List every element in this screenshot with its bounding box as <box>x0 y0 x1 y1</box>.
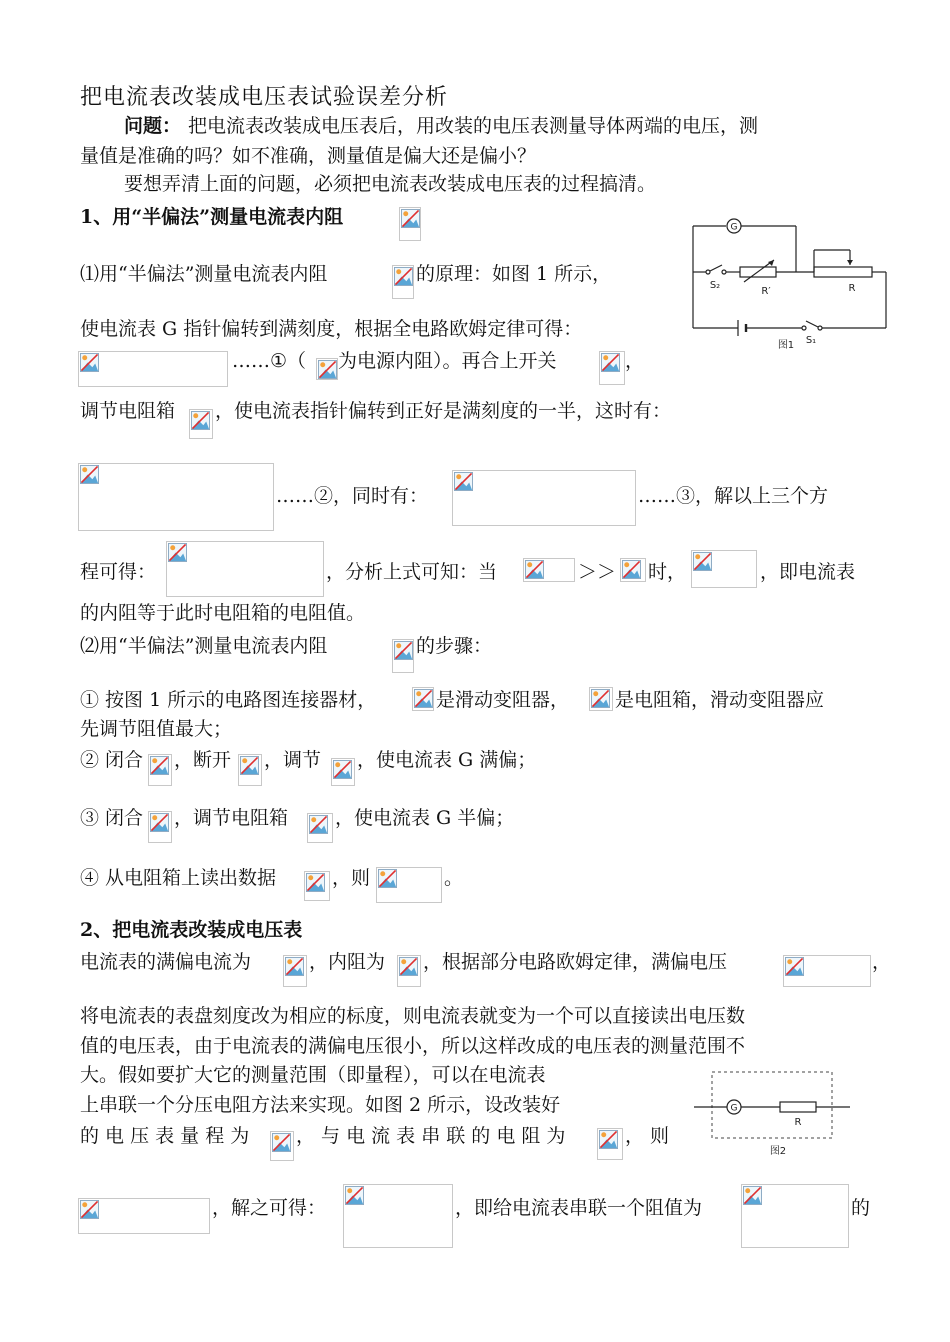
broken-image-icon <box>394 267 413 286</box>
step-3-text-b: ，调节电阻箱 <box>174 807 289 829</box>
formula-image <box>148 811 172 843</box>
formula-image <box>783 955 871 987</box>
figure-2-r-label: R <box>794 1117 802 1128</box>
formula-image <box>148 754 172 786</box>
convert-text-3: 大。假如要扩大它的测量范围（即量程），可以在电流表 <box>80 1064 546 1086</box>
formula-image <box>238 754 262 786</box>
broken-image-icon <box>285 957 304 976</box>
steps-heading-a: ⑵用“半偏法”测量电流表内阻 <box>80 635 328 657</box>
broken-image-icon <box>454 472 473 491</box>
punctuation: ， <box>872 951 892 973</box>
broken-image-icon <box>345 1186 364 1205</box>
section-2-heading: 2、把电流表改装成电压表 <box>80 919 303 941</box>
equation-1-text: ……①（ <box>232 350 307 372</box>
step-4-text-c: 。 <box>444 867 464 889</box>
formula-image <box>189 409 213 439</box>
broken-image-icon <box>318 360 337 379</box>
figure-1-rprime-label: R′ <box>761 286 771 297</box>
principle-text-2: 使电流表 G 指针偏转到满刻度，根据全电路欧姆定律可得： <box>80 318 583 340</box>
figure-1-s1-label: S₁ <box>805 335 817 346</box>
formula-image <box>78 463 274 531</box>
step-3-text-c: ，使电流表 G 半偏； <box>335 807 515 829</box>
steps-heading-b: 的步骤： <box>416 635 493 657</box>
equation-1-note: 为电源内阻）。再合上开关 <box>338 350 557 372</box>
broken-image-icon <box>80 353 99 372</box>
step-3-text-a: ③ 闭合 <box>80 807 144 829</box>
broken-image-icon <box>591 689 610 708</box>
result-text-b: ，即给电流表串联一个阻值为 <box>455 1197 703 1219</box>
formula-image <box>412 687 434 711</box>
figure-2-caption: 图2 <box>769 1146 787 1157</box>
conclusion-text: 的内阻等于此时电阻箱的电阻值。 <box>80 602 366 624</box>
broken-image-icon <box>622 560 641 579</box>
broken-image-icon <box>80 1200 99 1219</box>
principle-text-a: ⑴用“半偏法”测量电流表内阻 <box>80 263 328 285</box>
broken-image-icon <box>525 560 544 579</box>
step-4-text-b: ，则 <box>332 867 371 889</box>
broken-image-icon <box>378 869 397 888</box>
formula-image <box>392 639 414 673</box>
principle-text-b: 的原理：如图 1 所示， <box>416 263 612 285</box>
broken-image-icon <box>401 209 420 228</box>
formula-image <box>376 867 442 903</box>
formula-image <box>589 687 613 711</box>
figure-1-circuit <box>690 210 890 350</box>
question-text-1: 把电流表改装成电压表后，用改装的电压表测量导体两端的电压，测 <box>188 115 759 137</box>
formula-image <box>166 541 324 597</box>
broken-image-icon <box>272 1133 291 1152</box>
result-text-c: 的 <box>851 1197 871 1219</box>
step-1-text-d: 先调节阻值最大； <box>80 718 233 740</box>
step-1-text-b: 是滑动变阻器， <box>436 689 570 711</box>
formula-image <box>397 955 421 987</box>
figure-1-s2-label: S₂ <box>709 280 721 291</box>
broken-image-icon <box>394 641 413 660</box>
solution-text-d: 时， <box>648 561 687 583</box>
range-text-a: 的 电 压 表 量 程 为 <box>80 1125 250 1147</box>
broken-image-icon <box>309 815 328 834</box>
fullscale-text-a: 电流表的满偏电流为 <box>80 951 252 973</box>
broken-image-icon <box>743 1186 762 1205</box>
formula-image <box>620 558 646 582</box>
broken-image-icon <box>150 813 169 832</box>
formula-image <box>597 1128 623 1160</box>
broken-image-icon <box>399 957 418 976</box>
broken-image-icon <box>150 756 169 775</box>
formula-image <box>78 351 228 387</box>
fullscale-text-c: ，根据部分电路欧姆定律，满偏电压 <box>423 951 728 973</box>
punctuation: ， <box>625 350 645 372</box>
broken-image-icon <box>333 760 352 779</box>
fullscale-text-b: ，内阻为 <box>309 951 386 973</box>
broken-image-icon <box>191 411 210 430</box>
equation-2-text: ……②，同时有： <box>276 485 429 507</box>
broken-image-icon <box>240 756 259 775</box>
range-text-c: ， 则 <box>625 1125 670 1147</box>
broken-image-icon <box>601 353 620 372</box>
step-2-text-b: ，断开 <box>174 749 232 771</box>
equation-3-text: ……③，解以上三个方 <box>638 485 829 507</box>
formula-image <box>316 358 338 380</box>
formula-image <box>399 207 421 241</box>
formula-image <box>741 1184 849 1248</box>
step-1-text-c: 是电阻箱，滑动变阻器应 <box>615 689 825 711</box>
broken-image-icon <box>414 689 433 708</box>
step-4-text-a: ④ 从电阻箱上读出数据 <box>80 867 277 889</box>
step-2-text-a: ② 闭合 <box>80 749 144 771</box>
formula-image <box>331 758 355 786</box>
convert-text-4: 上串联一个分压电阻方法来实现。如图 2 所示，设改装好 <box>80 1094 561 1116</box>
question-label: 问题： <box>124 115 182 137</box>
broken-image-icon <box>693 552 712 571</box>
broken-image-icon <box>306 873 325 892</box>
figure-2-circuit <box>692 1066 854 1158</box>
range-text-b: ， 与 电 流 表 串 联 的 电 阻 为 <box>296 1125 566 1147</box>
intro-paragraph: 要想弄清上面的问题，必须把电流表改装成电压表的过程搞清。 <box>124 173 657 195</box>
formula-image <box>523 558 575 582</box>
formula-image <box>691 550 757 588</box>
formula-image <box>452 470 636 526</box>
step-2-text-d: ，使电流表 G 满偏； <box>357 749 537 771</box>
broken-image-icon <box>168 543 187 562</box>
formula-image <box>307 813 333 843</box>
formula-image <box>392 265 414 299</box>
figure-2-g-label: G <box>730 1103 738 1114</box>
adjust-text-a: 调节电阻箱 <box>80 400 176 422</box>
formula-image <box>304 871 330 901</box>
figure-1-g-label: G <box>730 222 738 233</box>
figure-1-caption: 图1 <box>777 340 795 350</box>
figure-1-r-label: R <box>848 283 856 294</box>
step-1-text-a: ① 按图 1 所示的电路图连接器材， <box>80 689 377 711</box>
much-greater-symbol: ＞＞ <box>578 561 617 583</box>
broken-image-icon <box>599 1130 618 1149</box>
convert-text-2: 值的电压表，由于电流表的满偏电压很小，所以这样改成的电压表的测量范围不 <box>80 1035 746 1057</box>
solution-text-b: ，分析上式可知：当 <box>326 561 498 583</box>
page-title: 把电流表改装成电压表试验误差分析 <box>80 85 449 110</box>
solution-text-a: 程可得： <box>80 561 157 583</box>
solution-text-e: ，即电流表 <box>760 561 856 583</box>
formula-image <box>283 955 307 987</box>
adjust-text-b: ，使电流表指针偏转到正好是满刻度的一半，这时有： <box>215 400 672 422</box>
broken-image-icon <box>80 465 99 484</box>
result-text-a: ，解之可得： <box>212 1197 327 1219</box>
section-1-heading: 1、用“半偏法”测量电流表内阻 <box>80 206 344 228</box>
formula-image <box>599 351 625 385</box>
formula-image <box>270 1131 294 1161</box>
formula-image <box>343 1184 453 1248</box>
step-2-text-c: ，调节 <box>264 749 322 771</box>
broken-image-icon <box>785 957 804 976</box>
convert-text-1: 将电流表的表盘刻度改为相应的标度，则电流表就变为一个可以直接读出电压数 <box>80 1005 746 1027</box>
question-text-2: 量值是准确的吗？如不准确，测量值是偏大还是偏小？ <box>80 145 537 167</box>
formula-image <box>78 1198 210 1234</box>
